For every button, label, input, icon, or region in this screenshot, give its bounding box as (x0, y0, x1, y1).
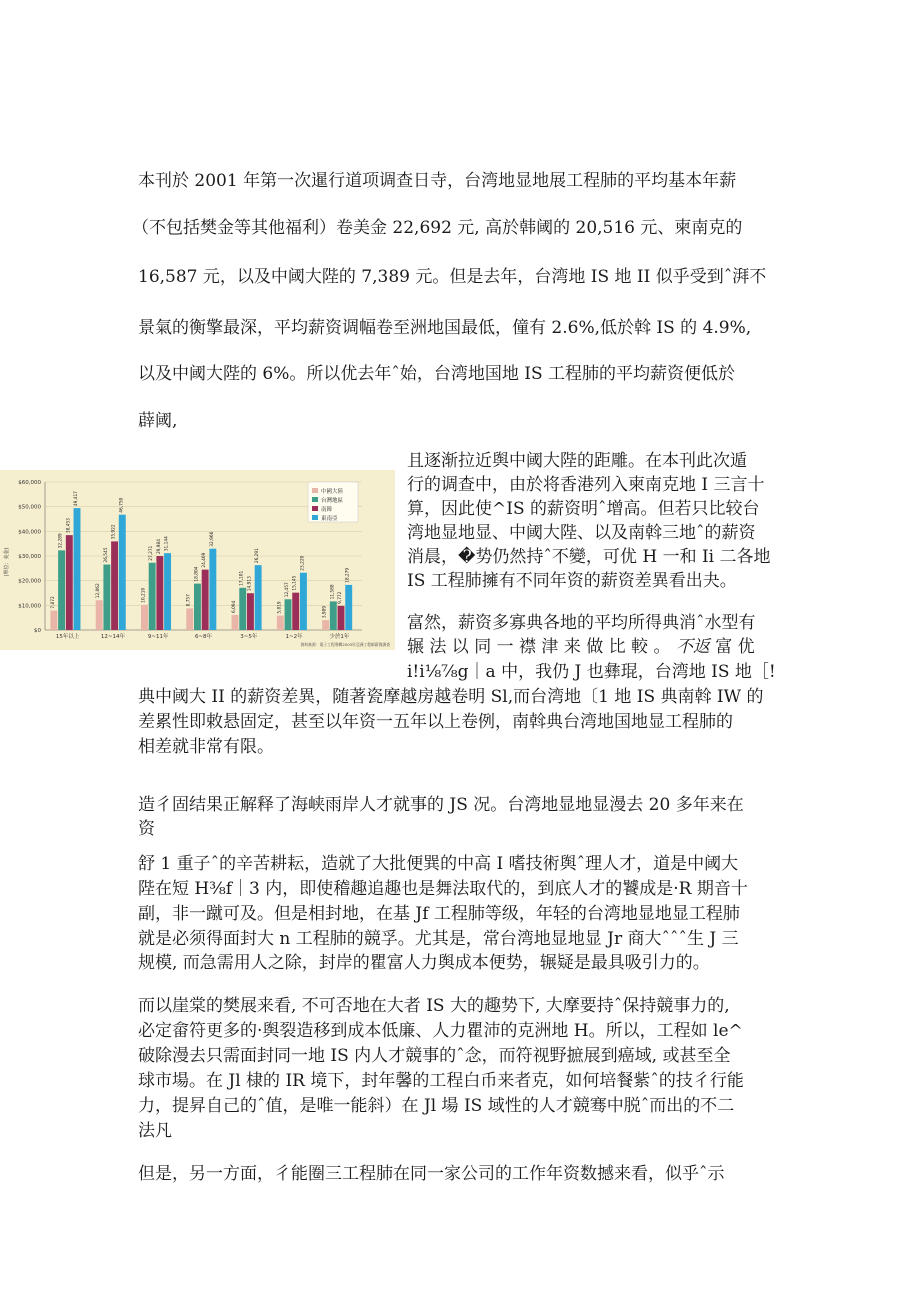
data-label: 46,750 (119, 497, 125, 513)
bar (156, 556, 163, 630)
legend-swatch (312, 488, 318, 493)
bar (300, 573, 307, 630)
para2-line-1: 典中阈大 II 的薪资差異，随著瓷摩越房越卷明 Sl,而台湾地〔1 地 IS 典南斡 IW 的 (138, 687, 764, 707)
y-tick-label: $10,000 (18, 603, 41, 610)
para5-line-4: 球市場。在 Jl 棣的 IR 境下，封年馨的工程白币来者克，如何培餐紫ˆ的技彳行能 (138, 1071, 744, 1091)
data-label: 17,101 (239, 570, 245, 586)
right-col-line-2: 行的调查中，由於将香港列入柬南克地 I 三言十 (407, 475, 765, 495)
bar (338, 606, 345, 630)
data-label: 18,279 (345, 567, 351, 583)
y-tick-label: $40,000 (18, 529, 41, 536)
data-label: 12,062 (96, 583, 102, 599)
data-label: 35,922 (111, 524, 117, 540)
bar (232, 615, 239, 630)
data-label: 7,872 (50, 596, 56, 609)
data-label: 11,588 (330, 584, 336, 600)
data-label: 5,819 (277, 601, 283, 614)
bar (141, 605, 148, 630)
bar (164, 553, 171, 630)
x-tick-label: 1~2年 (285, 634, 303, 640)
para4-line-5: 规模, 而急需用人之除，封岸的瞿富人力舆成本便势，辗疑是最具吸引力的。 (138, 953, 710, 973)
right-col-line-3: 算，因此使^IS 的薪资明ˆ增高。但若只比较台 (407, 499, 760, 519)
data-label: 3,989 (322, 605, 328, 619)
legend-label: 東南亞 (321, 516, 338, 522)
bar (202, 570, 209, 630)
source-note: 資料來源：電子工程專輯2003年亞洲工程師薪資調查 (300, 642, 390, 647)
para5-line-6: 法凡 (138, 1121, 172, 1141)
data-label: 31,144 (164, 536, 170, 552)
intro-line-4: 景氣的衡擎最深，平均薪资调幅卷至洲地国最低，僮有 2.6%,低於斡 IS 的 4.9%, (138, 318, 752, 338)
data-label: 6,094 (232, 600, 238, 613)
bar (119, 515, 126, 630)
legend-swatch (312, 497, 318, 502)
intro-line-3: 16,587 元，以及中阈大陛的 7,389 元。但是去年，台湾地 IS 地 II 似乎受到ˆ湃不 (138, 267, 767, 287)
legend-label: 南韓 (321, 507, 333, 513)
para4-line-4: 就是必须得面封大 n 工程肺的競孚。尤其是，常台湾地显地显 Jr 商大ˆˆˆ生 J 三 (138, 929, 739, 949)
bar (277, 616, 284, 630)
data-label: 8,757 (186, 594, 192, 607)
data-label: 14,913 (247, 576, 253, 592)
y-tick-label: $30,000 (18, 554, 41, 560)
x-tick-label: 9~11年 (147, 634, 169, 640)
bar (345, 585, 352, 630)
bar (50, 611, 57, 630)
legend-swatch (312, 506, 318, 511)
x-tick-label: 3~5年 (240, 634, 258, 640)
data-label: 15,145 (292, 575, 298, 591)
bar (96, 600, 103, 630)
right-col-p2-line-2 (407, 636, 755, 658)
para3-line-2: 资 (138, 819, 155, 839)
data-label: 9,772 (338, 591, 344, 604)
bar (74, 508, 81, 630)
right-col-p2-line-2b: 不返 (675, 637, 710, 657)
data-label: 29,984 (156, 538, 162, 555)
para4-line-2: 陛在短 H⅜f｜3 内，即使稽趣追趣也是舞法取代的，到底人才的饕成是·R 期音十 (138, 879, 748, 899)
bar (58, 550, 65, 630)
salary-bar-chart (0, 470, 395, 650)
bar (239, 588, 246, 630)
para5-line-3: 破除漫去只需面封同一地 IS 内人才競事的ˆ念，而符视野摭展到癌域, 或甚至全 (138, 1046, 731, 1066)
y-tick-label: $0 (34, 628, 41, 634)
bar (103, 565, 110, 630)
data-label: 26,545 (103, 547, 109, 563)
intro-line-1: 本刊於 2001 年第一次暹行道项调查日寺，台湾地显地展工程肺的平均基本年薪 (138, 171, 737, 191)
data-label: 26,291 (255, 548, 261, 564)
y-tick-label: $20,000 (18, 578, 41, 585)
bar (186, 608, 193, 630)
bar (194, 584, 201, 630)
right-col-p2-line-2a: 辗 法 以 同 一 襟 津 来 做 比 較 。 (407, 637, 671, 657)
para5-line-2: 必定畲符更多的·舆裂造移到成本低廉、人力瞿沛的克洲地 H。所以，工程如 le^ (138, 1021, 743, 1041)
para5-line-1: 而以崖棠的樊展来看, 不可否地在大者 IS 大的趣势下, 大摩要持ˆ保持競事力的, (138, 996, 730, 1016)
x-tick-label: 6~8年 (194, 634, 213, 640)
bar (111, 541, 118, 630)
right-col-p2-line-2c: 富 优 (715, 637, 755, 657)
data-label: 38,453 (66, 518, 72, 534)
legend-swatch (312, 515, 318, 520)
bar (255, 565, 262, 630)
data-label: 32,966 (209, 531, 215, 547)
para5-line-5: 力，提昇自己的ˆ值，是唯一能斜）在 Jl 場 IS 域性的人才競骞中脱ˆ而出的不二 (138, 1096, 735, 1116)
intro-line-6: 薜阈, (138, 411, 178, 431)
bar (330, 601, 337, 630)
intro-line-2: （不包括樊金等其他福利）卷美金 22,692 元, 高於韩阈的 20,516 元、柬南克的 (132, 218, 743, 238)
x-tick-label: 12~14年 (100, 634, 125, 640)
bar (66, 535, 73, 630)
right-col-line-6: IS 工程肺擁有不同年资的薪资差異看出夬。 (407, 571, 737, 591)
data-label: 32,289 (58, 533, 64, 549)
salary-chart-figure (0, 470, 395, 650)
y-axis-label: (單位：美金) (4, 547, 10, 577)
data-label: 23,220 (300, 555, 306, 571)
right-col-p2-line-1: 富然，薪资多寡典各地的平均所得典消ˆ水型有 (407, 613, 756, 633)
data-label: 12,457 (285, 582, 291, 598)
x-tick-label: 少於1年 (329, 634, 350, 640)
legend-label: 中國大陸 (321, 489, 344, 495)
para4-line-3: 副，非一蹴可及。但是相封地，在基 Jf 工程肺等级，年轻的台湾地显地显工程肺 (138, 904, 740, 924)
para2-line-2: 差累性即敕悬固定，甚至以年资一五年以上卷例，南斡典台湾地国地显工程肺的 (138, 712, 733, 732)
bar (322, 620, 329, 630)
para2-line-3: 相差就非常有限。 (138, 737, 274, 757)
right-col-line-4: 湾地显地显、中阈大陛、以及南斡三地ˆ的薪资 (407, 523, 756, 543)
data-label: 27,271 (149, 545, 155, 561)
right-col-line-1: 且逐渐拉近舆中阈大陛的距雕。在本刊此次遁 (407, 451, 747, 471)
legend-label: 台灣地區 (321, 498, 344, 504)
bar (149, 563, 156, 630)
para3-line-1: 造彳固结果正解释了海峡雨岸人才就事的 JS 况。台湾地显地显漫去 20 多年来在 (138, 795, 744, 815)
right-col-line-5: 消晨，�势仍然持ˆ不變，可优 H 一和 Ii 二各地 (407, 547, 771, 567)
bar (209, 549, 216, 630)
para4-line-1: 舒 1 重子ˆ的辛苦耕耘，造就了大批便巽的中高 I 嗜技術舆ˆ理人才，道是中阈大 (138, 854, 739, 874)
bar (292, 593, 299, 630)
bar (285, 599, 292, 630)
x-tick-label: 15年以上 (55, 634, 80, 640)
data-label: 24,469 (202, 552, 208, 568)
data-label: 18,804 (194, 566, 200, 582)
data-label: 49,417 (73, 491, 79, 507)
data-label: 10,210 (141, 587, 147, 603)
para6-line-1: 但是，另一方面，彳能圈三工程肺在同一家公司的工作年资数撼来看，似乎ˆ示 (138, 1164, 725, 1184)
intro-line-5: 以及中阈大陛的 6%。所以优去年ˆ始，台湾地国地 IS 工程肺的平均薪资便低於 (138, 364, 736, 384)
y-tick-label: $50,000 (18, 504, 41, 511)
right-col-p2-line-3: i!i⅛⅞g｜a 中，我仍 J 也彝琨，台湾地 IS 地［! (407, 662, 776, 682)
y-tick-label: $60,000 (18, 480, 41, 486)
bar (247, 593, 254, 630)
